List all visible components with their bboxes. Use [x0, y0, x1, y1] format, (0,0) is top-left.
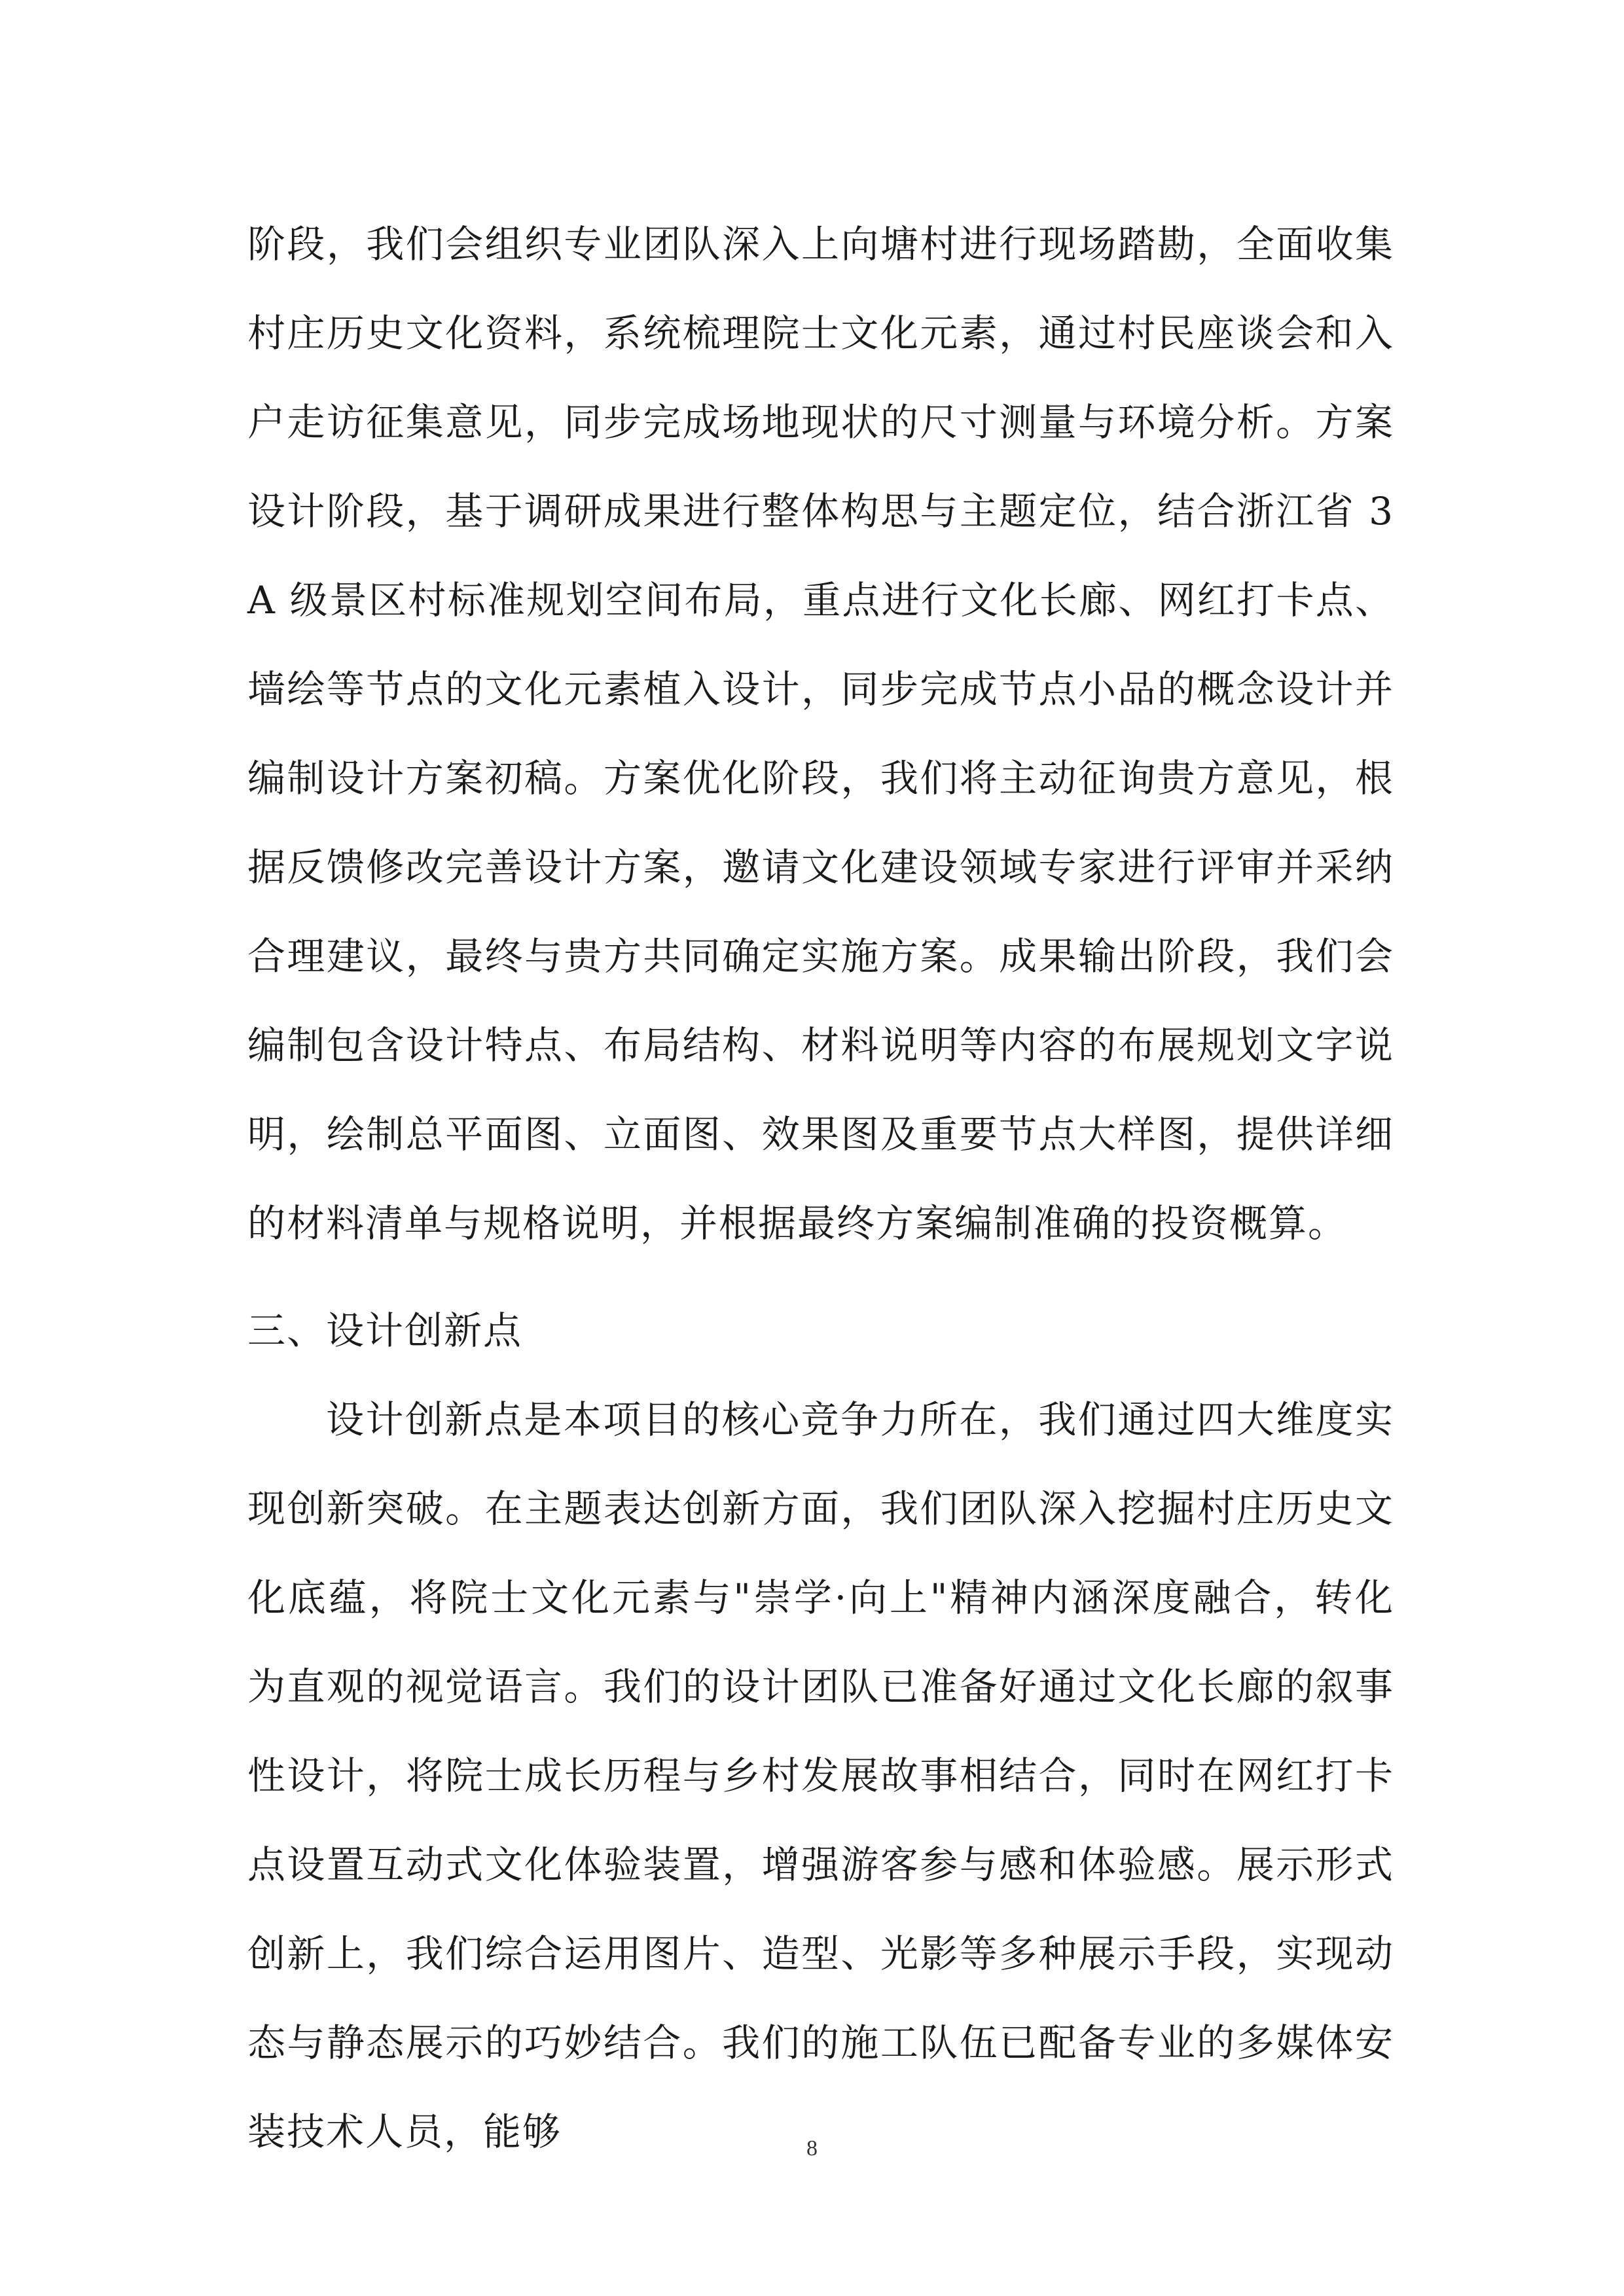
body-paragraph-continued: 阶段，我们会组织专业团队深入上向塘村进行现场踏勘，全面收集村庄历史文化资料，系统梳理院士文化元素，通过村民座谈会和入户走访征集意见，同步完成场地现状的尺寸测量与环境分析。方案设计阶段，基于调研成果进行整体构思与主题定位，结合浙江省 3A 级景区村标准规划空间布局，重点进行文化长廊、网红打卡点、墙绘等节点的文化元素植入设计，同步完成节点小品的概念设计并编制设计方案初稿。方案优化阶段，我们将主动征询贵方意见，根据反馈修改完善设计方案，邀请文化建设领域专家进行评审并采纳合理建议，最终与贵方共同确定实施方案。成果输出阶段，我们会编制包含设计特点、布局结构、材料说明等内容的布展规划文字说明，绘制总平面图、立面图、效果图及重要节点大样图，提供详细的材料清单与规格说明，并根据最终方案编制准确的投资概算。 [247, 222, 1394, 1246]
body-paragraph-innovation: 设计创新点是本项目的核心竞争力所在，我们通过四大维度实现创新突破。在主题表达创新方面，我们团队深入挖掘村庄历史文化底蕴，将院士文化元素与"崇学·向上"精神内涵深度融合，转化为直观的视觉语言。我们的设计团队已准备好通过文化长廊的叙事性设计，将院士成长历程与乡村发展故事相结合，同时在网红打卡点设置互动式文化体验装置，增强游客参与感和体验感。展示形式创新上，我们综合运用图片、造型、光影等多种展示手段，实现动态与静态展示的巧妙结合。我们的施工队伍已配备专业的多媒体安装技术人员，能够 [247, 1397, 1394, 2154]
section-heading: 三、设计创新点 [247, 1308, 523, 1353]
page-number: 8 [806, 2136, 818, 2161]
